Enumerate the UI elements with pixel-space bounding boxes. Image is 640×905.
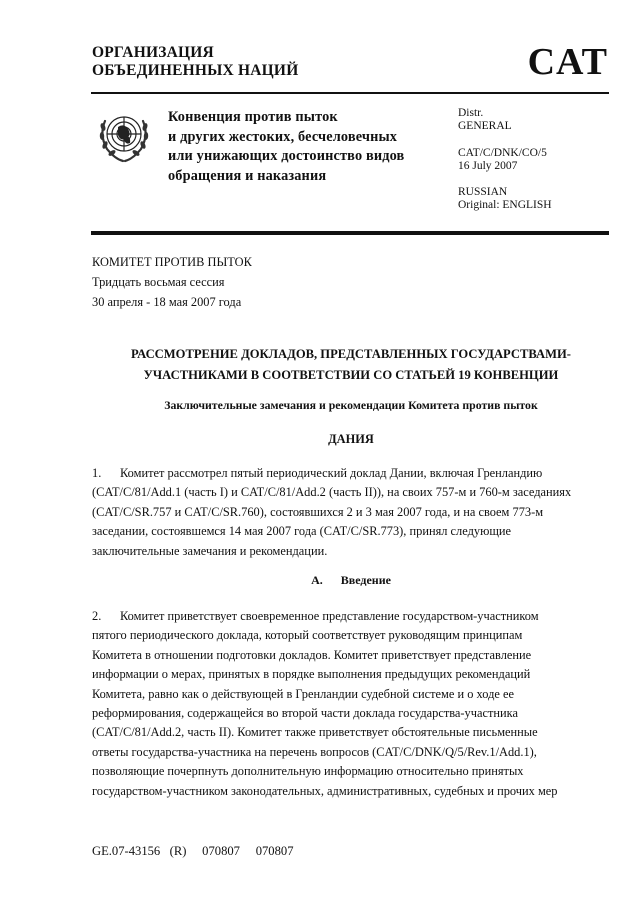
document-metadata bbox=[458, 107, 552, 213]
main-heading bbox=[92, 344, 610, 386]
session-dates: 30 апреля - 18 мая 2007 года bbox=[92, 295, 242, 309]
section-heading-a bbox=[92, 572, 610, 588]
document-language: RUSSIAN bbox=[458, 186, 508, 199]
paragraph-line: (CAT/C/81/Add.2, часть II). Комитет также приветствует обстоятельные письменные bbox=[92, 725, 538, 740]
series-code: CAT bbox=[527, 41, 608, 83]
organization-name bbox=[92, 44, 298, 80]
convention-title-line: или унижающих достоинство видов bbox=[168, 148, 405, 164]
main-heading-line: УЧАСТНИКАМИ В СООТВЕТСТВИИ СО СТАТЬЕЙ 19 КОНВЕНЦИИ bbox=[143, 368, 559, 382]
header-rule bbox=[91, 92, 609, 94]
paragraph-2 bbox=[92, 607, 612, 801]
document-symbol: CAT/C/DNK/CO/5 bbox=[458, 146, 547, 159]
convention-title bbox=[168, 108, 404, 186]
paragraph-text: Комитет рассмотрел пятый периодический доклад Дании, включая Гренландию bbox=[120, 466, 543, 480]
paragraph-line: реформирования, содержащейся во второй части доклада государства-участника bbox=[92, 706, 518, 721]
header-thick-rule bbox=[91, 231, 609, 235]
distr-label: Distr. bbox=[458, 107, 484, 119]
paragraph-line: заседании, состоявшемся 14 мая 2007 года (CAT/C/SR.773), принял следующие bbox=[92, 524, 512, 539]
paragraph-line bbox=[92, 464, 612, 483]
paragraph-line: (CAT/C/81/Add.1 (часть I) и CAT/C/81/Add.2 (часть II)), на своих 757-м и 760-м заседаниях bbox=[92, 485, 572, 500]
paragraph-number: 2. bbox=[92, 609, 102, 623]
un-emblem-icon bbox=[94, 107, 154, 167]
session-name: Тридцать восьмая сессия bbox=[92, 275, 225, 289]
subheading: Заключительные замечания и рекомендации Комитета против пыток bbox=[164, 398, 538, 412]
committee-name: КОМИТЕТ ПРОТИВ ПЫТОК bbox=[92, 255, 252, 269]
convention-title-line: Конвенция против пыток bbox=[168, 109, 338, 125]
committee-block bbox=[92, 252, 252, 312]
paragraph-line: (CAT/C/SR.757 и CAT/C/SR.760), состоявшихся 2 и 3 мая 2007 года, и на своем 773-м bbox=[92, 504, 544, 519]
paragraph-line: позволяющие почерпнуть дополнительную информацию относительно принятых bbox=[92, 764, 524, 779]
paragraph-line: Комитета, равно как о действующей в Гренландии судебной системе и о ходе ее bbox=[92, 686, 514, 701]
convention-title-line: обращения и наказания bbox=[168, 167, 327, 184]
paragraph-line: заключительные замечания и рекомендации. bbox=[92, 543, 328, 558]
paragraph-line: информации о мерах, принятых в порядке выполнения предыдущих рекомендаций bbox=[92, 667, 531, 682]
original-language: Original: ENGLISH bbox=[458, 199, 552, 212]
paragraph-1 bbox=[92, 464, 612, 561]
paragraph-line: государством-участником законодательных, административных, судебных и прочих мер bbox=[92, 783, 558, 798]
main-heading-line: РАССМОТРЕНИЕ ДОКЛАДОВ, ПРЕДСТАВЛЕННЫХ ГОСУДАРСТВАМИ- bbox=[131, 347, 571, 361]
paragraph-number: 1. bbox=[92, 466, 102, 480]
paragraph-line: ответы государства-участника на перечень вопросов (CAT/C/DNK/Q/5/Rev.1/Add.1), bbox=[92, 744, 537, 759]
distr-value: GENERAL bbox=[458, 120, 512, 133]
paragraph-line: Комитета в отношении подготовки докладов. Комитет приветствует представление bbox=[92, 647, 532, 662]
section-letter: A. bbox=[311, 573, 323, 587]
organization-line: ОРГАНИЗАЦИЯ bbox=[92, 44, 214, 61]
paragraph-line: пятого периодического доклада, который соответствует руководящим принципам bbox=[92, 628, 523, 643]
country-heading: ДАНИЯ bbox=[328, 432, 374, 446]
document-date: 16 July 2007 bbox=[458, 159, 518, 172]
organization-line: ОБЪЕДИНЕННЫХ НАЦИЙ bbox=[92, 62, 299, 79]
footer-job-number: GE.07-43156 (R) 070807 070807 bbox=[92, 844, 294, 858]
section-title: Введение bbox=[340, 573, 391, 587]
paragraph-line bbox=[92, 607, 612, 626]
paragraph-text: Комитет приветствует своевременное представление государством-участником bbox=[120, 609, 539, 623]
convention-title-line: и других жестоких, бесчеловечных bbox=[168, 128, 398, 145]
